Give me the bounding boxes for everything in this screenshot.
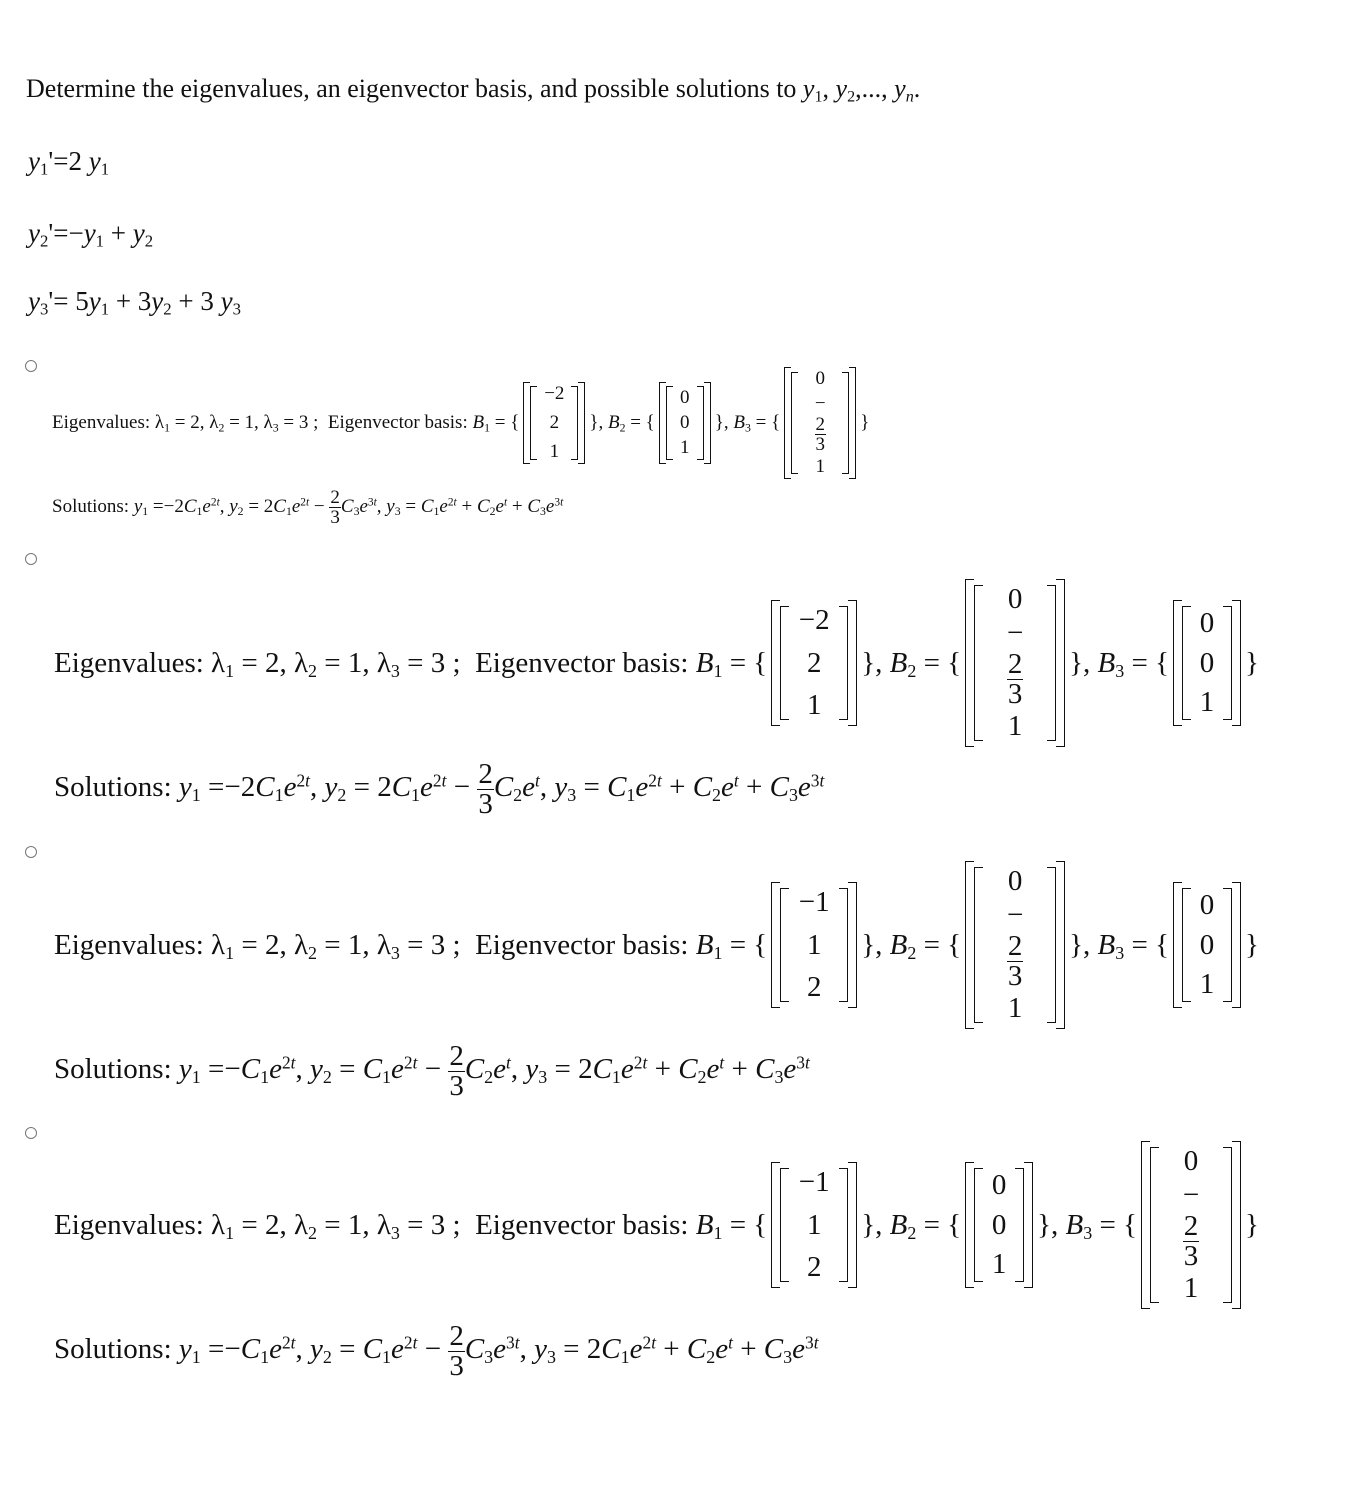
option-2-solutions: Solutions: $y_1 =-2C_1e^{2t}$, $y_2 = 2C_1e^{2t}$ − $\frac{2}{3}$ $C_2e^t$, $y_3 = C_1e^{2t} + C_2e^t + C_3e^{3t}$ [54,758,825,820]
option-4-b1-vector: −1 1 2 [771,1162,857,1288]
option-3-b1-vector: −1 1 2 [771,882,857,1008]
option-4-radio[interactable] [25,1127,37,1139]
option-1-solutions: Solutions: $y_1 =-2C_1e^{2t}$, $y_2 = 2C_1e^{2t}$ − $\frac{2}{3}$ $C_3e^{3t}$, $y_3 = C_1e^{2t} + C_2e^t + C_3e^{3t}$ [52,487,564,528]
option-3-solutions: Solutions: $y_1 =-C_1e^{2t}$, $y_2 = C_1e^{2t}$ − $\frac{2}{3}$ $C_2e^t$, $y_3 = 2C_1e^{2t} + C_2e^t + C_3e^{3t}$ [54,1040,810,1102]
option-1-b2-vector: 0 0 1 [659,382,711,464]
option-2-b3-vector: 0 0 1 [1173,600,1241,726]
question-prompt: Determine the eigenvalues, an eigenvector basis, and possible solutions to $y_1$, $y_2$,..., $y_n$. [26,74,921,106]
option-1-b1-vector: −2 2 1 [523,382,585,464]
option-1-radio[interactable] [25,360,37,372]
option-1-b3-vector: 0 − 2 3 1 [784,367,856,479]
option-4-b2-vector: 0 0 1 [965,1162,1033,1288]
option-3-eigen-line: Eigenvalues: $\lambda_1 = 2$, $\lambda_2 = 1$, $\lambda_3 = 3$ ; Eigenvector basis: $B_1$ = { −1 1 2 }, $B_2$ = { 0 − 2 3 1 }, $B_3$ = { 0 0 1 } [54,860,1259,1030]
option-2-b1-vector: −2 2 1 [771,600,857,726]
option-3-b3-vector: 0 0 1 [1173,882,1241,1008]
option-2-b2-vector: 0 − 2 3 1 [965,579,1065,747]
option-4-eigen-line: Eigenvalues: $\lambda_1 = 2$, $\lambda_2 = 1$, $\lambda_3 = 3$ ; Eigenvector basis: $B_1$ = { −1 1 2 }, $B_2$ = { 0 0 1 }, $B_3$ = { 0 − 2 3 1 } [54,1140,1259,1310]
equation-2: $y_2'=-y_1 + y_2$ [28,218,154,251]
option-2-radio[interactable] [25,553,37,565]
option-1-eigen-line: Eigenvalues: $\lambda_1 = 2$, $\lambda_2 = 1$, $\lambda_3 = 3$ ; Eigenvector basis: $B_1$ = { −2 2 1 }, $B_2$ = { 0 0 1 }, $B_3$ = { 0 − 2 3 1 } [52,368,870,477]
option-4-solutions: Solutions: $y_1 =-C_1e^{2t}$, $y_2 = C_1e^{2t}$ − $\frac{2}{3}$ $C_3e^{3t}$, $y_3 = 2C_1e^{2t} + C_2e^t + C_3e^{3t}$ [54,1320,819,1382]
equation-1: $y_1'=2$ $y_1$ [28,146,110,179]
equation-3: $y_3'= 5y_1 + 3y_2 + 3$ $y_3$ [28,286,241,319]
option-3-radio[interactable] [25,846,37,858]
option-2-eigen-line: Eigenvalues: $\lambda_1 = 2$, $\lambda_2 = 1$, $\lambda_3 = 3$ ; Eigenvector basis: $B_1$ = { −2 2 1 }, $B_2$ = { 0 − 2 3 1 }, $B_3$ = { 0 0 1 } [54,578,1259,748]
option-4-b3-vector: 0 − 2 3 1 [1141,1141,1241,1309]
option-3-b2-vector: 0 − 2 3 1 [965,861,1065,1029]
